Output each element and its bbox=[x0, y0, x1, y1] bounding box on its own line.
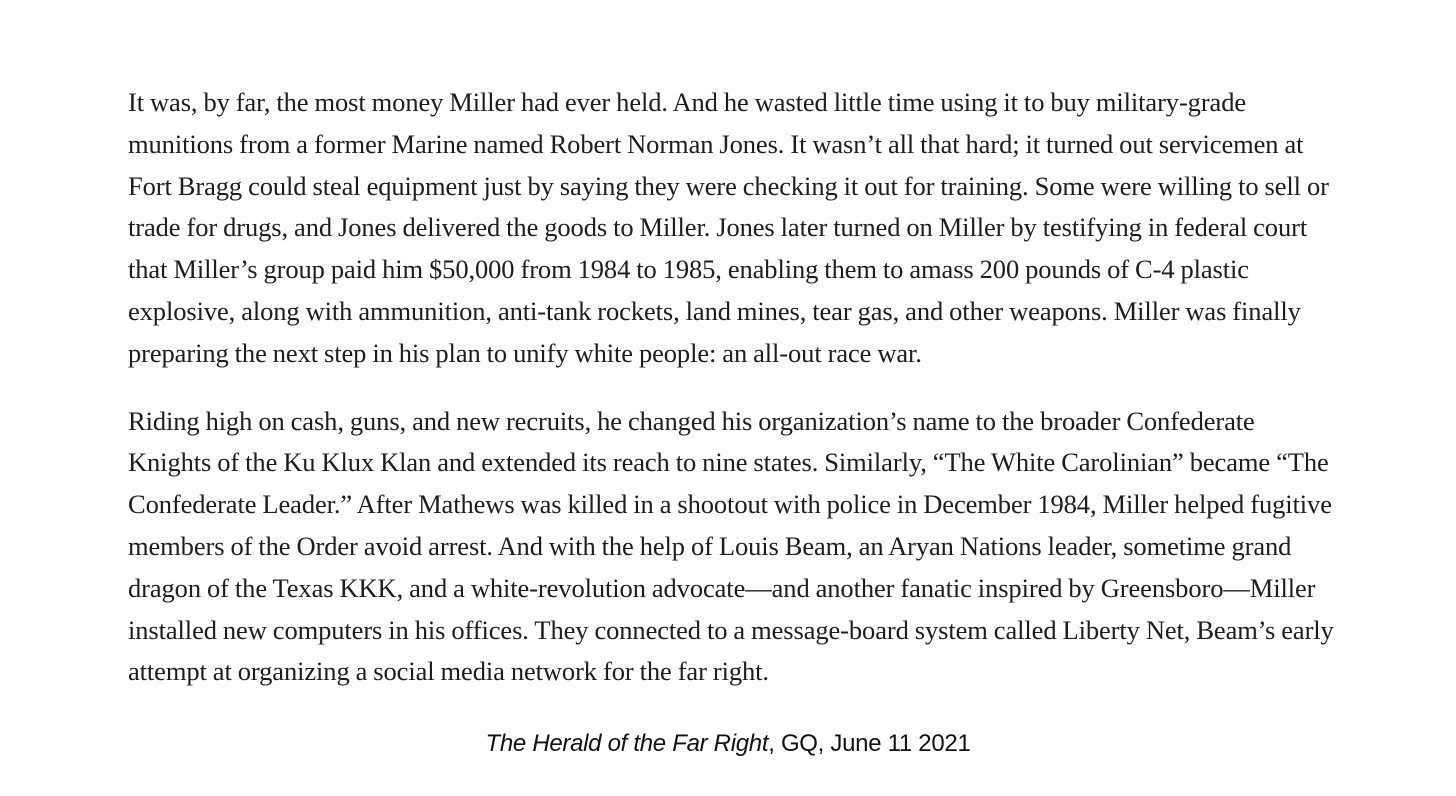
article-body bbox=[128, 82, 1343, 693]
article-paragraph-1: It was, by far, the most money Miller had ever held. And he wasted little time using it to buy military-grade munitions from a former Marine named Robert Norman Jones. It wasn’t all that hard; it turned out servicemen at Fort Bragg could steal equipment just by saying they were checking it out for training. Some were willing to sell or trade for drugs, and Jones delivered the goods to Miller. Jones later turned on Miller by testifying in federal court that Miller’s group paid him $50,000 from 1984 to 1985, enabling them to amass 200 pounds of C-4 plastic explosive, along with ammunition, anti-tank rockets, land mines, tear gas, and other weapons. Miller was finally preparing the next step in his plan to unify white people: an all-out race war. bbox=[128, 87, 1329, 368]
source-article-title: The Herald of the Far Right bbox=[485, 730, 769, 757]
source-caption bbox=[0, 728, 1456, 760]
source-publication-date: , GQ, June 11 2021 bbox=[768, 730, 971, 757]
article-paragraph-2: Riding high on cash, guns, and new recruits, he changed his organization’s name to the broader Confederate Knights of the Ku Klux Klan and extended its reach to nine states. Similarly, “The White Carolinian” became “The Confederate Leader.” After Mathews was killed in a shootout with police in December 1984, Miller helped fugitive members of the Order avoid arrest. And with the help of Louis Beam, an Aryan Nations leader, sometime grand dragon of the Texas KKK, and a white-revolution advocate—and another fanatic inspired by Greensboro—Miller installed new computers in his offices. They connected to a message-board system called Liberty Net, Beam’s early attempt at organizing a social media network for the far right. bbox=[128, 405, 1334, 687]
